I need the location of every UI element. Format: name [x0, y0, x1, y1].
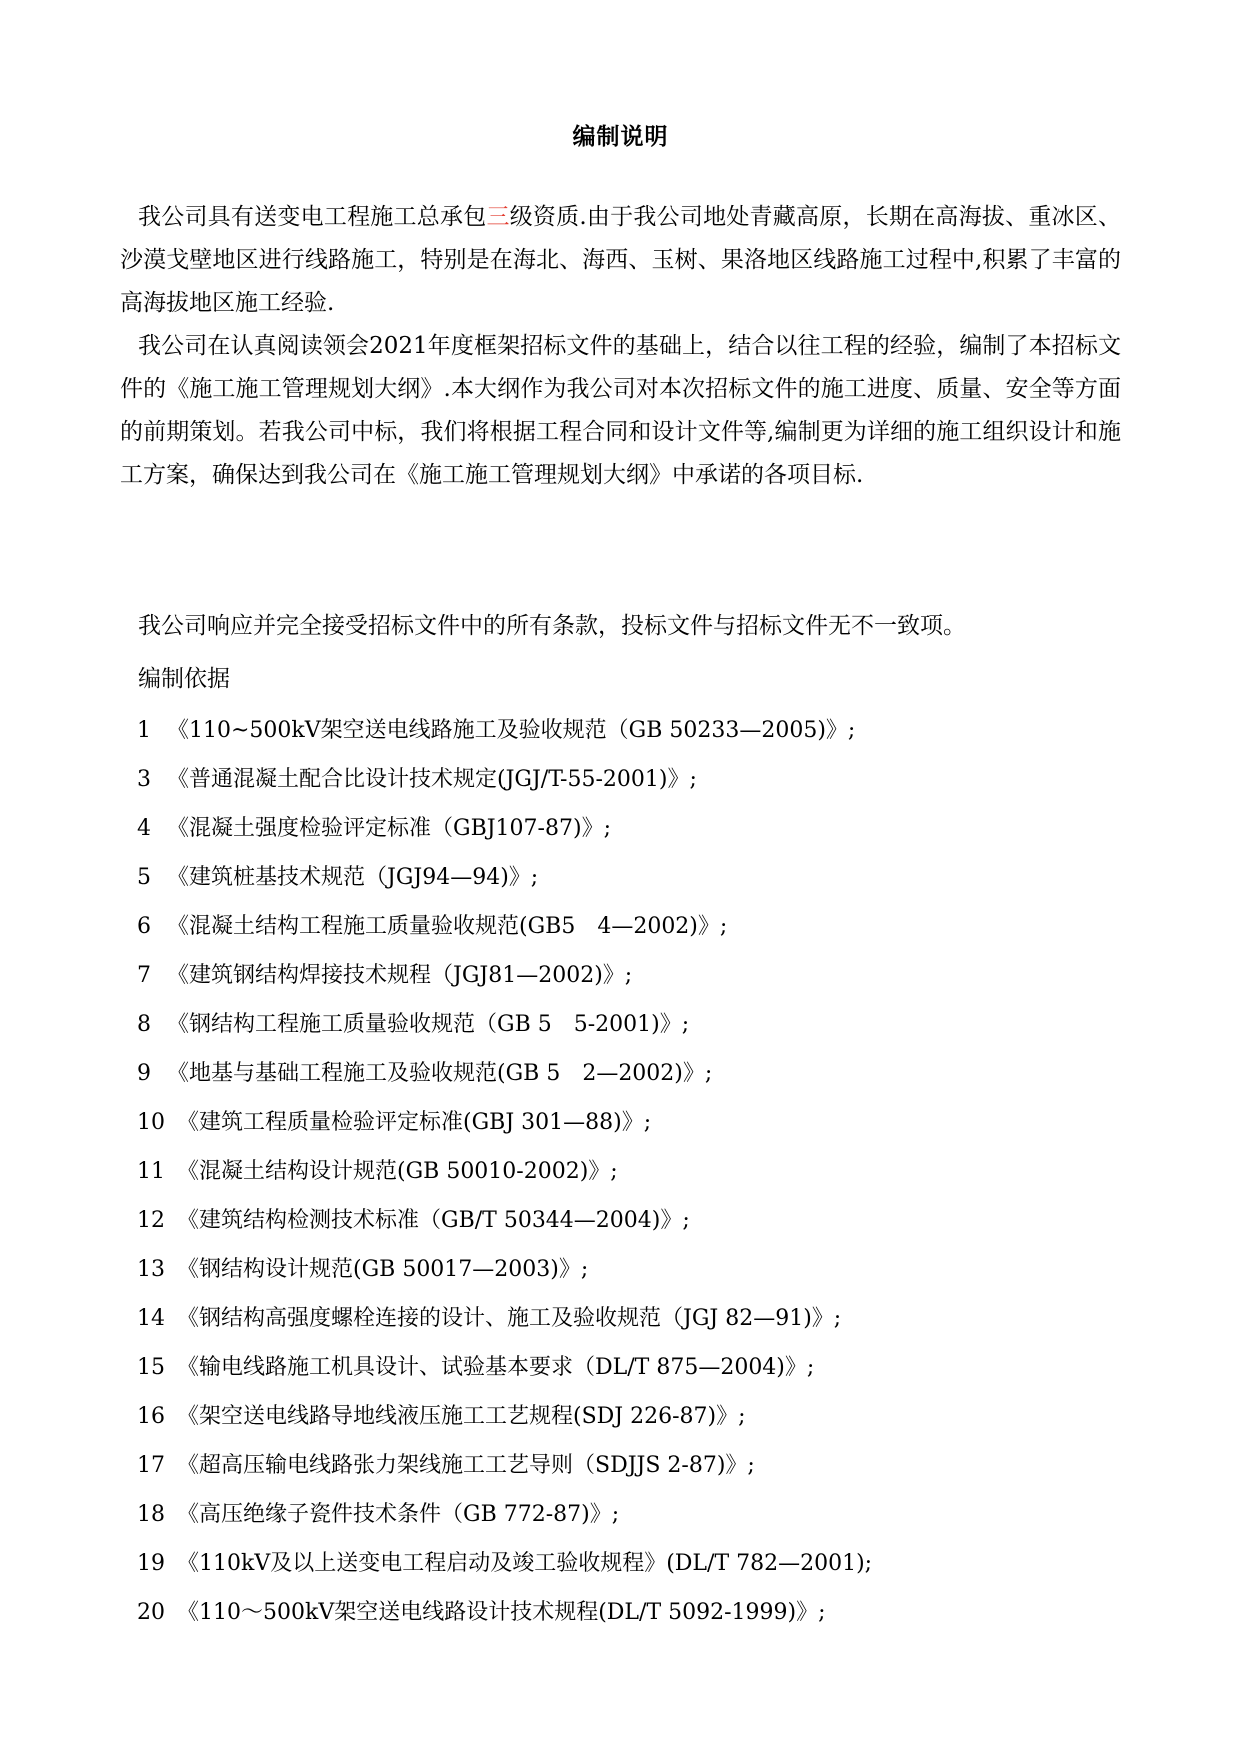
paragraph-qualification — [120, 196, 1121, 325]
reference-item — [137, 902, 872, 951]
reference-item — [137, 804, 872, 853]
paragraph-acceptance: 我公司响应并完全接受招标文件中的所有条款，投标文件与招标文件无不一致项。 — [138, 613, 966, 639]
reference-number: 18 — [137, 1502, 165, 1527]
reference-item — [137, 1000, 872, 1049]
reference-item — [137, 853, 872, 902]
reference-number: 13 — [137, 1257, 165, 1282]
reference-text: 《建筑工程质量检验评定标准(GBJ 301—88)》; — [177, 1110, 652, 1135]
reference-item — [137, 1539, 872, 1588]
document-title: 编制说明 — [572, 123, 669, 150]
paragraph-outline-purpose: 我公司在认真阅读领会2021年度框架招标文件的基础上，结合以往工程的经验，编制了本招标文件的《施工施工管理规划大纲》.本大纲作为我公司对本次招标文件的施工进度、质量、安全等方面的前期策划。若我公司中标，我们将根据工程合同和设计文件等,编制更为详细的施工组织设计和施工方案，确保达到我公司在《施工施工管理规划大纲》中承诺的各项目标. — [120, 333, 1121, 488]
reference-text: 《建筑结构检测技术标准（GB/T 50344—2004)》; — [177, 1208, 690, 1233]
reference-number: 9 — [137, 1061, 151, 1086]
reference-item — [137, 1343, 872, 1392]
reference-text: 《输电线路施工机具设计、试验基本要求（DL/T 875—2004)》; — [177, 1355, 815, 1380]
reference-text: 《110kV及以上送变电工程启动及竣工验收规程》(DL/T 782—2001); — [177, 1551, 873, 1576]
reference-text: 《110～500kV架空送电线路设计技术规程(DL/T 5092-1999)》; — [177, 1600, 826, 1625]
reference-text: 《钢结构工程施工质量验收规范（GB 5 5-2001)》; — [167, 1012, 690, 1037]
reference-item — [137, 1490, 872, 1539]
reference-text: 《地基与基础工程施工及验收规范(GB 5 2—2002)》; — [167, 1061, 713, 1086]
reference-item — [137, 1098, 872, 1147]
reference-number: 3 — [137, 767, 151, 792]
reference-item — [137, 1049, 872, 1098]
reference-text: 《架空送电线路导地线液压施工工艺规程(SDJ 226-87)》; — [177, 1404, 746, 1429]
reference-number: 5 — [137, 865, 151, 890]
reference-text: 《超高压输电线路张力架线施工工艺导则（SDJJS 2-87)》; — [177, 1453, 755, 1478]
reference-text: 《普通混凝土配合比设计技术规定(JGJ/T-55-2001)》; — [167, 767, 697, 792]
reference-list — [137, 706, 872, 1637]
paragraph-qualification-end: 级资质.由于我公司地处青藏高原，长期在高海拔、重冰区、沙漠戈壁地区进行线路施工，特别是在海北、海西、玉树、果洛地区线路施工过程中,积累了丰富的高海拔地区施工经验. — [120, 204, 1122, 316]
reference-text: 《钢结构高强度螺栓连接的设计、施工及验收规范（JGJ 82—91)》; — [177, 1306, 842, 1331]
reference-text: 《建筑钢结构焊接技术规程（JGJ81—2002)》; — [167, 963, 633, 988]
reference-text: 《110~500kV架空送电线路施工及验收规范（GB 50233—2005)》; — [167, 718, 856, 743]
reference-number: 4 — [137, 816, 151, 841]
basis-heading: 编制依据 — [138, 666, 230, 692]
reference-item — [137, 706, 872, 755]
reference-number: 8 — [137, 1012, 151, 1037]
reference-text: 《钢结构设计规范(GB 50017—2003)》; — [177, 1257, 589, 1282]
reference-number: 12 — [137, 1208, 165, 1233]
reference-item — [137, 1245, 872, 1294]
reference-number: 20 — [137, 1600, 165, 1625]
reference-item — [137, 755, 872, 804]
reference-item — [137, 1441, 872, 1490]
reference-item — [137, 951, 872, 1000]
reference-item — [137, 1392, 872, 1441]
reference-item — [137, 1588, 872, 1637]
reference-number: 15 — [137, 1355, 165, 1380]
reference-number: 17 — [137, 1453, 165, 1478]
reference-number: 7 — [137, 963, 151, 988]
reference-number: 19 — [137, 1551, 165, 1576]
reference-number: 10 — [137, 1110, 165, 1135]
reference-text: 《混凝土强度检验评定标准（GBJ107-87)》; — [167, 816, 611, 841]
reference-text: 《混凝土结构设计规范(GB 50010-2002)》; — [177, 1159, 618, 1184]
reference-item — [137, 1147, 872, 1196]
reference-number: 6 — [137, 914, 151, 939]
reference-number: 14 — [137, 1306, 165, 1331]
reference-text: 《建筑桩基技术规范（JGJ94—94)》; — [167, 865, 539, 890]
reference-text: 《混凝土结构工程施工质量验收规范(GB5 4—2002)》; — [167, 914, 728, 939]
reference-number: 1 — [137, 718, 151, 743]
reference-number: 16 — [137, 1404, 165, 1429]
reference-item — [137, 1196, 872, 1245]
reference-text: 《高压绝缘子瓷件技术条件（GB 772-87)》; — [177, 1502, 620, 1527]
paragraph-qualification-start: 我公司具有送变电工程施工总承包 — [138, 204, 487, 230]
reference-number: 11 — [137, 1159, 165, 1184]
reference-item — [137, 1294, 872, 1343]
qualification-level-highlight: 三 — [486, 204, 510, 230]
